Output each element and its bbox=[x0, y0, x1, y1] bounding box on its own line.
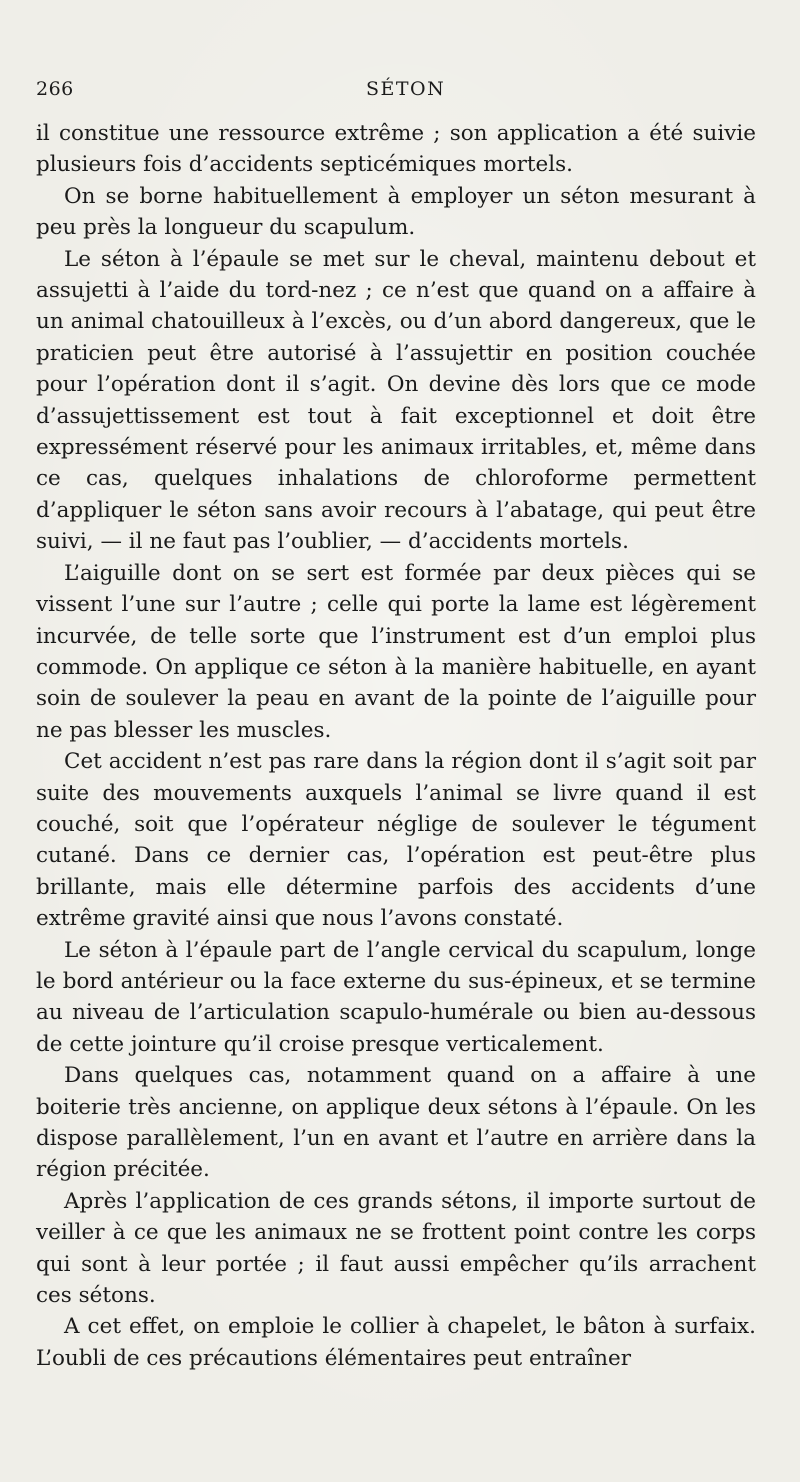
paragraph: L’aiguille dont on se sert est formée par deux pièces qui se vissent l’une sur l’autre ; celle qui porte la lame est légèrement incurvée, de telle sorte que l’instrument est d’un emploi plus commode. On applique ce séton à la manière habituelle, en ayant soin de soulever la peau en avant de la pointe de l’aiguille pour ne pas blesser les muscles. bbox=[36, 560, 756, 743]
paragraph: On se borne habituellement à employer un séton mesurant à peu près la longueur du scapulum. bbox=[36, 183, 756, 241]
paragraph: Dans quelques cas, notamment quand on a affaire à une boiterie très ancienne, on applique deux sétons à l’épaule. On les dispose parallèlement, l’un en avant et l’autre en arrière dans la région précitée. bbox=[36, 1063, 756, 1183]
page-number: 266 bbox=[36, 78, 74, 100]
paragraph: Le séton à l’épaule se met sur le cheval, maintenu debout et assujetti à l’aide du tord-nez ; ce n’est que quand on a affaire à un animal chatouilleux à l’excès, ou d’un abord dangereux, que le praticien peut être autorisé à l’assujettir en position couchée pour l’opération dont il s’agit. On devine dès lors que ce mode d’assujettissement est tout à fait exceptionnel et doit être expressément réservé pour les animaux irritables, et, même dans ce cas, quelques inhalations de chloroforme permettent d’appliquer le séton sans avoir recours à l’abatage, qui peut être suivi, — il ne faut pas l’oublier, — d’accidents mortels. bbox=[36, 246, 756, 555]
paragraph: il constitue une ressource extrême ; son application a été suivie plusieurs fois d’accidents septicémiques mortels. bbox=[36, 121, 756, 178]
page-header bbox=[36, 78, 756, 108]
paragraph: Le séton à l’épaule part de l’angle cervical du scapulum, longe le bord antérieur ou la face externe du sus-épineux, et se termine au niveau de l’articulation scapulo-humérale ou bien au-dessous de cette jointure qu’il croise presque verticalement. bbox=[36, 937, 756, 1057]
paragraph: Cet accident n’est pas rare dans la région dont il s’agit soit par suite des mouvements auxquels l’animal se livre quand il est couché, soit que l’opérateur néglige de soulever le tégument cutané. Dans ce dernier cas, l’opération est peut-être plus brillante, mais elle détermine parfois des accidents d’une extrême gravité ainsi que nous l’avons constaté. bbox=[36, 749, 756, 932]
running-title: SÉTON bbox=[366, 78, 446, 100]
body-text bbox=[36, 118, 756, 1374]
paragraph: A cet effet, on emploie le collier à chapelet, le bâton à surfaix. L’oubli de ces précautions élémentaires peut entraîner bbox=[36, 1314, 756, 1371]
paragraph: Après l’application de ces grands sétons, il importe surtout de veiller à ce que les animaux ne se frottent point contre les corps qui sont à leur portée ; il faut aussi empêcher qu’ils arrachent ces sétons. bbox=[36, 1188, 756, 1309]
